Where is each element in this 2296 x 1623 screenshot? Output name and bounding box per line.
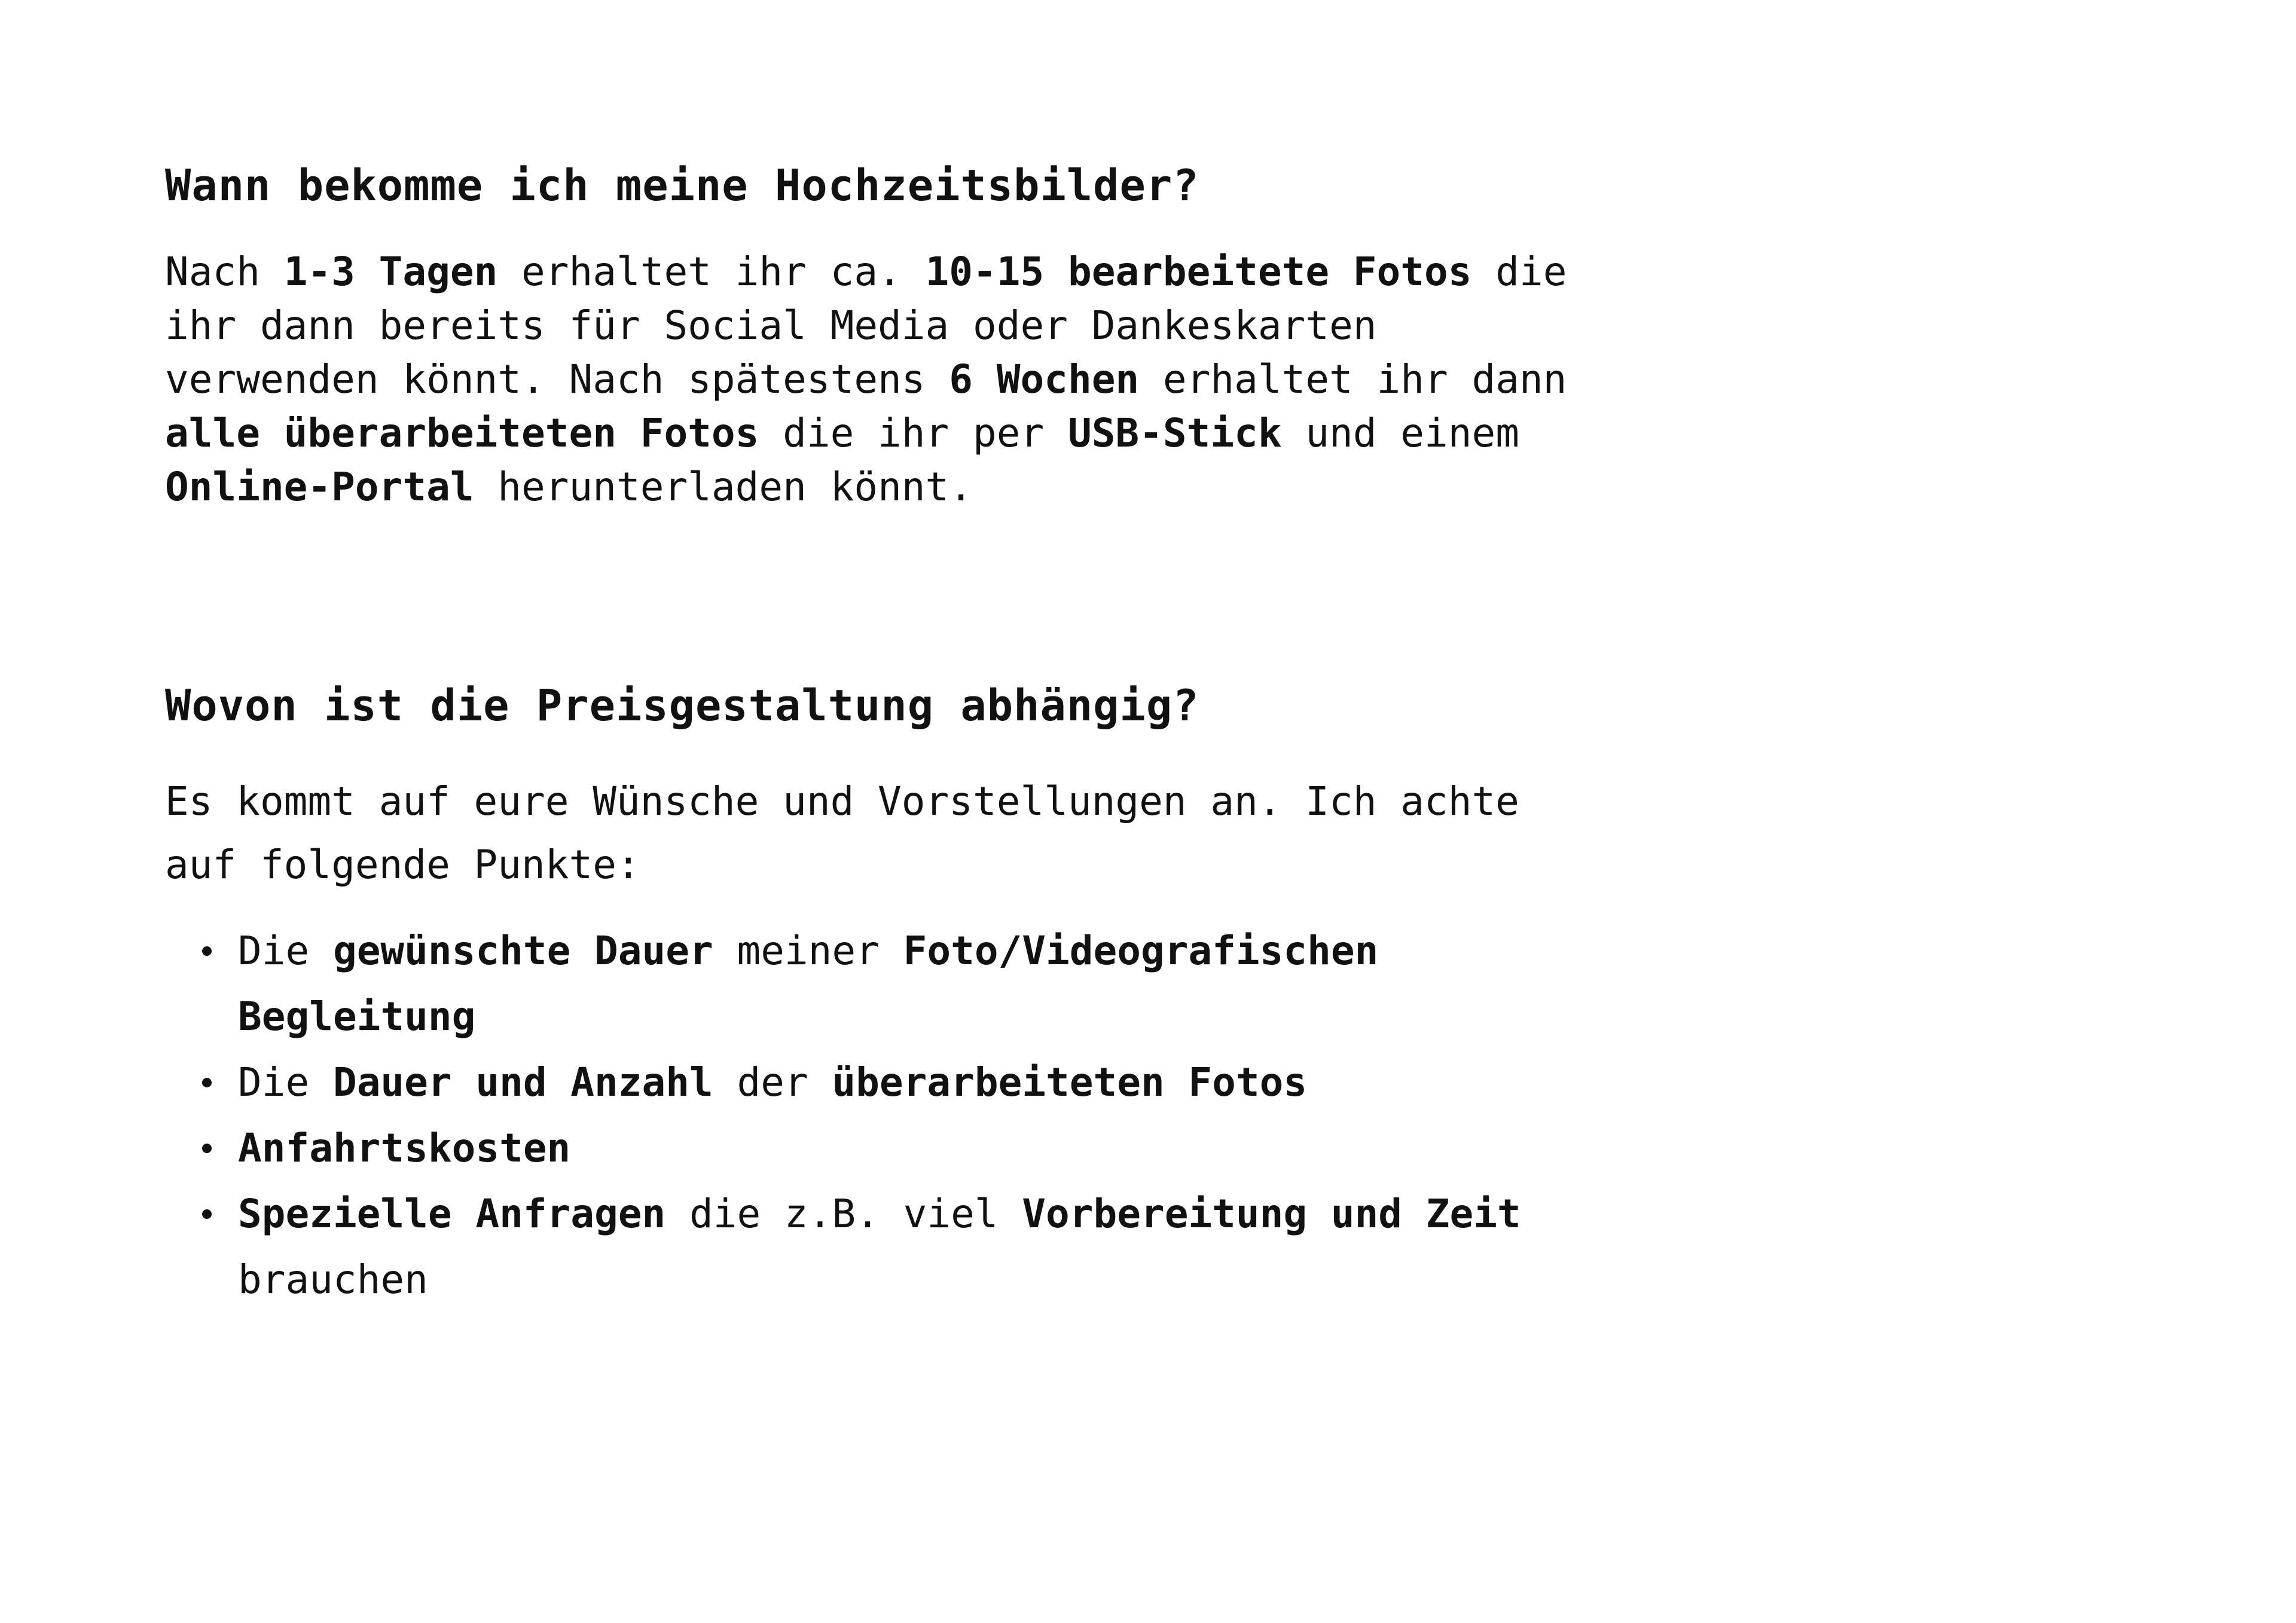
paragraph-line xyxy=(165,299,1839,353)
text-span: herunterladen könnt. xyxy=(474,464,973,510)
paragraph-line: Es kommt auf eure Wünsche und Vorstellungen an. Ich achte xyxy=(165,778,1519,824)
delivery-paragraph xyxy=(165,245,1839,514)
bold-text: Anfahrtskosten xyxy=(238,1125,571,1171)
bold-text: Vorbereitung und Zeit xyxy=(1022,1191,1521,1237)
text-span: ihr dann bereits für Social Media oder Dankeskarten xyxy=(165,302,1377,349)
text-span: brauchen xyxy=(238,1257,428,1303)
bullet-icon xyxy=(202,1078,212,1087)
section-heading-pricing: Wovon ist die Preisgestaltung abhängig? xyxy=(165,680,1199,730)
list-item-line xyxy=(238,1115,1839,1181)
bold-text: alle überarbeiteten Fotos xyxy=(165,410,759,456)
pricing-intro xyxy=(165,770,1839,897)
bold-text: Spezielle Anfragen xyxy=(238,1191,666,1237)
text-span: Nach xyxy=(165,249,284,295)
text-span: und einem xyxy=(1281,410,1519,456)
text-span: der xyxy=(713,1059,832,1105)
text-span: die z.B. viel xyxy=(665,1191,1022,1237)
text-span: erhaltet ihr ca. xyxy=(497,249,926,295)
bold-text: 1-3 Tagen xyxy=(283,249,498,295)
list-item xyxy=(238,1181,1839,1313)
bold-text: Online-Portal xyxy=(165,464,474,510)
list-item-line xyxy=(238,918,1839,984)
bold-text: Dauer und Anzahl xyxy=(332,1059,713,1105)
bold-text: Foto/Videografischen xyxy=(903,928,1379,974)
text-span: erhaltet ihr dann xyxy=(1139,356,1567,402)
list-item xyxy=(238,918,1839,1050)
list-item-line xyxy=(238,1247,1839,1313)
list-item-line xyxy=(238,1050,1839,1115)
text-span: verwenden könnt. Nach spätestens xyxy=(165,356,949,402)
list-item xyxy=(238,1050,1839,1115)
paragraph-line xyxy=(165,460,1839,514)
paragraph-line xyxy=(165,353,1839,406)
text-span: die ihr per xyxy=(759,410,1068,456)
bold-text: 6 Wochen xyxy=(949,356,1140,402)
bullet-icon xyxy=(202,1209,212,1219)
paragraph-line xyxy=(165,245,1839,299)
bullet-icon xyxy=(202,946,212,956)
bold-text: USB-Stick xyxy=(1067,410,1282,456)
text-span: meiner xyxy=(713,928,903,974)
bullet-icon xyxy=(202,1144,212,1153)
list-item-line xyxy=(238,984,1839,1050)
pricing-points-list xyxy=(165,918,1839,1313)
list-item-line xyxy=(238,1181,1839,1247)
text-span: Die xyxy=(238,928,333,974)
paragraph-line: auf folgende Punkte: xyxy=(165,842,640,888)
text-span: Die xyxy=(238,1059,333,1105)
faq-section-pricing xyxy=(165,676,1839,1313)
bold-text: 10-15 bearbeitete Fotos xyxy=(925,249,1472,295)
list-item xyxy=(238,1115,1839,1181)
section-heading-delivery: Wann bekomme ich meine Hochzeitsbilder? xyxy=(165,160,1199,210)
bold-text: gewünschte Dauer xyxy=(332,928,713,974)
bold-text: überarbeiteten Fotos xyxy=(832,1059,1308,1105)
bold-text: Begleitung xyxy=(238,994,476,1040)
faq-section-delivery xyxy=(165,155,1839,514)
paragraph-line xyxy=(165,406,1839,460)
text-span: die xyxy=(1471,249,1567,295)
